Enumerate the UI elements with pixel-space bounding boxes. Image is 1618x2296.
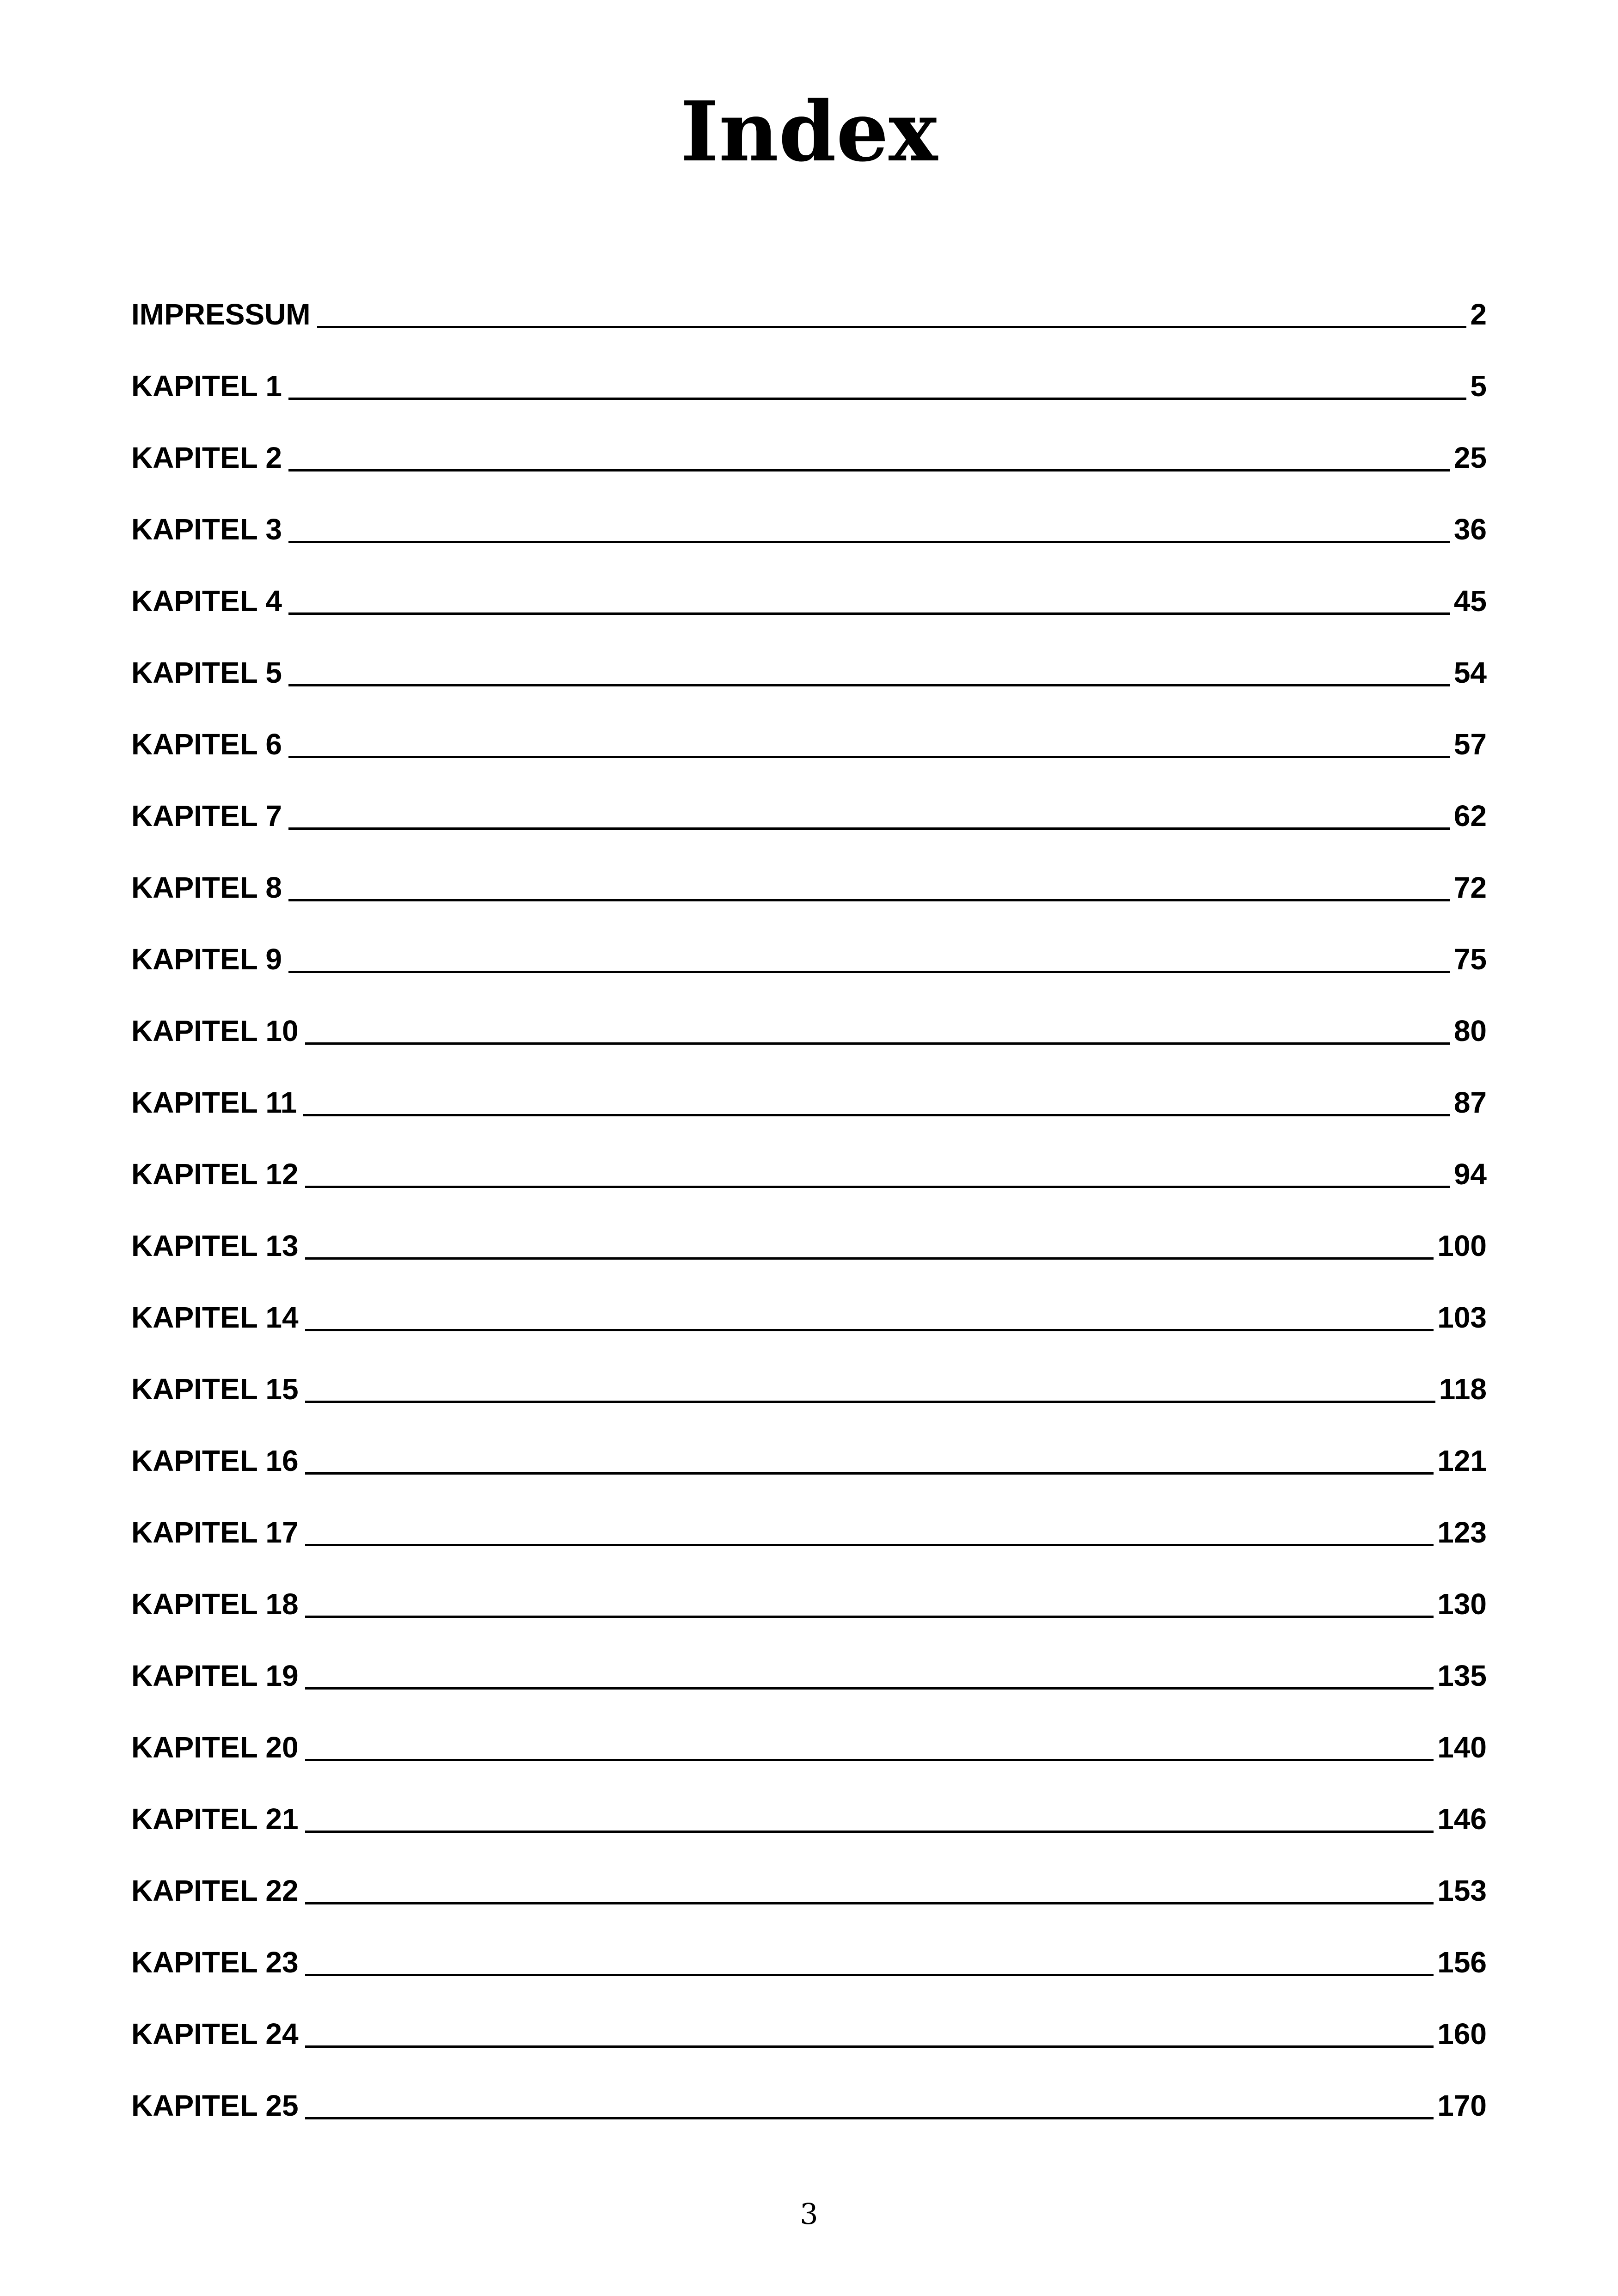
toc-leader-line [288,469,1450,471]
toc-entry[interactable] [131,1223,1487,1294]
toc-leader-line [305,1974,1434,1976]
toc-entry[interactable] [131,506,1487,578]
toc-leader-line [288,899,1450,901]
toc-entry-page: 57 [1453,728,1487,761]
toc-entry-label: KAPITEL 23 [131,1946,299,1979]
toc-leader-line [288,684,1450,686]
toc-entry-label: KAPITEL 19 [131,1659,299,1692]
toc-entry-page: 75 [1453,943,1487,976]
toc-entry-page: 153 [1437,1874,1487,1907]
toc-leader-line [305,1687,1434,1690]
toc-entry[interactable] [131,1294,1487,1366]
toc-entry[interactable] [131,1796,1487,1867]
toc-entry-label: KAPITEL 5 [131,656,282,689]
toc-entry-page: 87 [1453,1086,1487,1119]
toc-entry-label: KAPITEL 4 [131,584,282,618]
toc-entry-page: 156 [1437,1946,1487,1979]
toc-entry-page: 103 [1437,1301,1487,1334]
toc-leader-line [305,1902,1434,1904]
toc-entry-page: 123 [1437,1516,1487,1549]
toc-entry[interactable] [131,721,1487,793]
toc-entry-label: KAPITEL 14 [131,1301,299,1334]
toc-entry-page: 5 [1470,369,1487,403]
toc-entry-page: 140 [1437,1731,1487,1764]
toc-leader-line [305,2117,1434,2119]
toc-entry-page: 130 [1437,1587,1487,1621]
toc-leader-line [305,1544,1434,1546]
toc-entry-label: KAPITEL 3 [131,513,282,546]
toc-leader-line [305,1472,1434,1475]
toc-leader-line [288,541,1450,543]
toc-entry-label: KAPITEL 15 [131,1372,299,1406]
toc-entry-page: 62 [1453,799,1487,833]
page-number: 3 [800,2197,818,2231]
toc-entry-label: KAPITEL 7 [131,799,282,833]
toc-entry-label: KAPITEL 21 [131,1802,299,1836]
toc-entry[interactable] [131,649,1487,721]
toc-entry[interactable] [131,2082,1487,2154]
toc-entry[interactable] [131,864,1487,936]
toc-entry-label: KAPITEL 12 [131,1157,299,1191]
toc-entry[interactable] [131,578,1487,649]
toc-leader-line [305,1329,1434,1331]
toc-entry-label: KAPITEL 6 [131,728,282,761]
toc-entry-label: KAPITEL 11 [131,1086,297,1119]
toc-entry-label: KAPITEL 2 [131,441,282,474]
toc-entry-label: KAPITEL 25 [131,2089,299,2122]
toc-entry-page: 36 [1453,513,1487,546]
table-of-contents [131,291,1487,2154]
toc-entry-label: KAPITEL 16 [131,1444,299,1477]
toc-entry[interactable] [131,435,1487,506]
toc-entry-label: KAPITEL 20 [131,1731,299,1764]
toc-entry[interactable] [131,1867,1487,1939]
toc-entry-label: KAPITEL 24 [131,2017,299,2051]
toc-leader-line [305,1401,1435,1403]
toc-entry-page: 72 [1453,871,1487,904]
toc-leader-line [288,612,1450,615]
toc-entry-page: 121 [1437,1444,1487,1477]
toc-entry[interactable] [131,1008,1487,1079]
toc-entry-page: 118 [1439,1372,1487,1406]
toc-entry[interactable] [131,2011,1487,2082]
toc-leader-line [288,971,1450,973]
toc-entry-label: KAPITEL 8 [131,871,282,904]
page-title: Index [680,83,938,180]
toc-entry-page: 25 [1453,441,1487,474]
toc-entry-page: 94 [1453,1157,1487,1191]
toc-entry-label: IMPRESSUM [131,298,311,331]
toc-entry[interactable] [131,936,1487,1008]
toc-entry-label: KAPITEL 1 [131,369,282,403]
toc-entry-label: KAPITEL 9 [131,943,282,976]
toc-entry[interactable] [131,1724,1487,1796]
toc-entry[interactable] [131,291,1487,363]
toc-entry-page: 146 [1437,1802,1487,1836]
toc-leader-line [305,1831,1434,1833]
toc-leader-line [288,827,1450,830]
toc-entry-page: 45 [1453,584,1487,618]
toc-leader-line [305,1042,1450,1045]
toc-leader-line [317,326,1467,328]
toc-entry-label: KAPITEL 18 [131,1587,299,1621]
toc-entry-page: 80 [1453,1014,1487,1047]
toc-entry-page: 170 [1437,2089,1487,2122]
toc-entry-label: KAPITEL 13 [131,1229,299,1262]
toc-leader-line [305,1616,1434,1618]
toc-leader-line [305,1759,1434,1761]
toc-leader-line [288,756,1450,758]
toc-entry[interactable] [131,1581,1487,1653]
toc-entry-page: 100 [1437,1229,1487,1262]
toc-entry-page: 160 [1437,2017,1487,2051]
toc-entry[interactable] [131,1438,1487,1509]
toc-entry-page: 54 [1453,656,1487,689]
toc-leader-line [303,1114,1450,1116]
toc-entry-page: 135 [1437,1659,1487,1692]
toc-entry[interactable] [131,1939,1487,2011]
toc-entry-label: KAPITEL 22 [131,1874,299,1907]
toc-entry-label: KAPITEL 17 [131,1516,299,1549]
toc-entry[interactable] [131,363,1487,435]
toc-entry[interactable] [131,1366,1487,1438]
toc-leader-line [305,1257,1434,1260]
toc-leader-line [305,2045,1434,2048]
toc-entry[interactable] [131,1151,1487,1223]
toc-entry[interactable] [131,1509,1487,1581]
toc-entry[interactable] [131,1079,1487,1151]
toc-entry-page: 2 [1470,298,1487,331]
toc-entry-label: KAPITEL 10 [131,1014,299,1047]
toc-leader-line [305,1186,1450,1188]
toc-entry[interactable] [131,793,1487,864]
toc-leader-line [288,398,1466,400]
toc-entry[interactable] [131,1653,1487,1724]
